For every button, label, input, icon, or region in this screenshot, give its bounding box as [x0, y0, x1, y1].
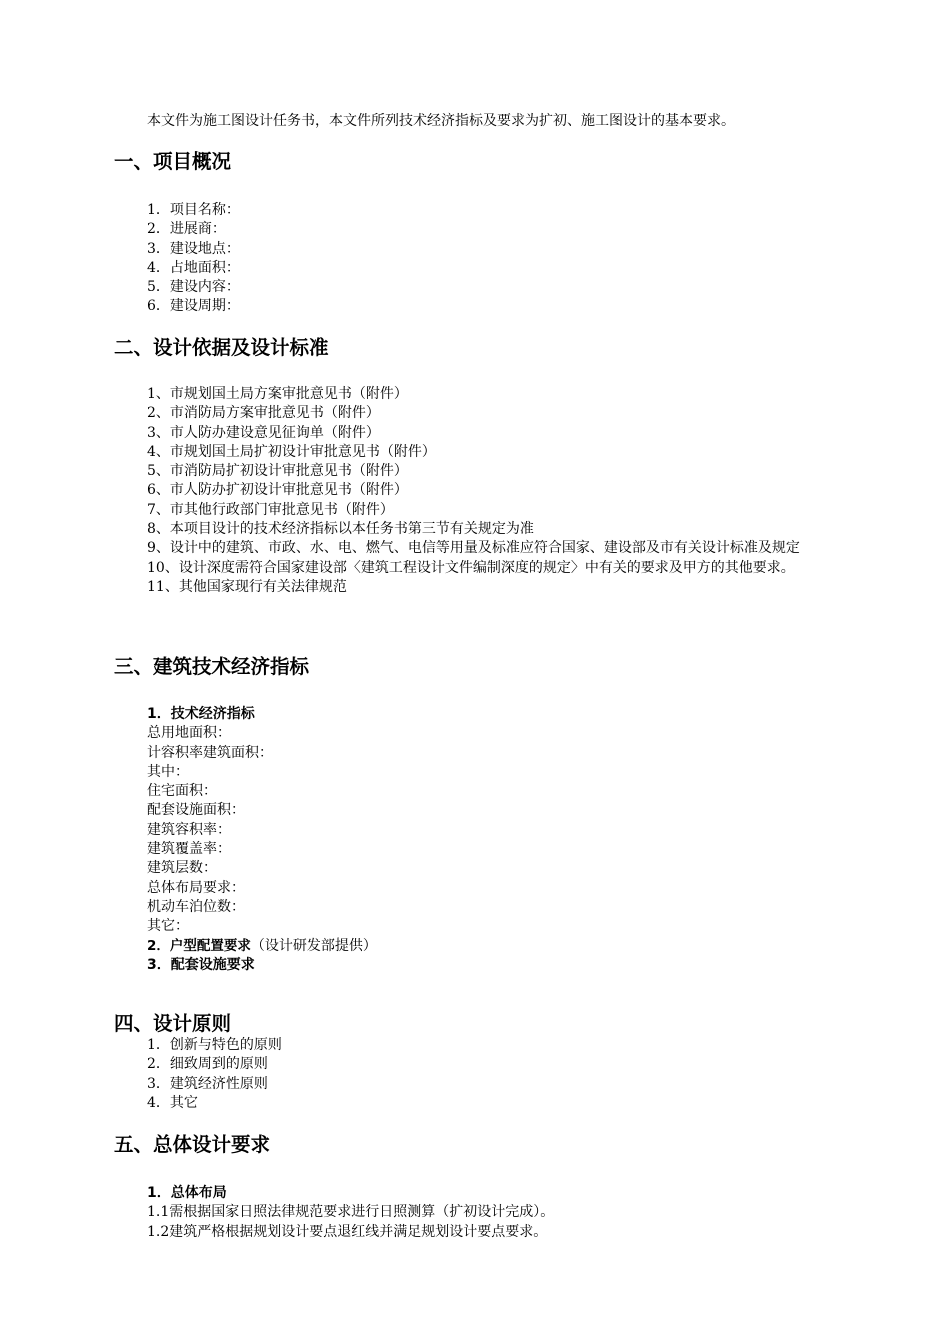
field-label: 总体布局要求： [147, 879, 245, 896]
list-item: 4、市规划国土局扩初设计审批意见书（附件） [147, 443, 436, 460]
list-item: 4．占地面积： [147, 259, 240, 276]
field-label: 其中： [147, 763, 189, 780]
list-item: 8、本项目设计的技术经济指标以本任务书第三节有关规定为准 [147, 521, 534, 538]
section-3-title: 三、建筑技术经济指标 [114, 655, 310, 678]
subheading-layout: 1．总体布局 [147, 1185, 227, 1201]
field-label: 住宅面积： [147, 783, 217, 800]
list-item: 3、市人防办建设意见征询单（附件） [147, 424, 380, 441]
section-1-title: 一、项目概况 [114, 150, 232, 173]
section-1-list [147, 201, 240, 317]
list-item: 2、市消防局方案审批意见书（附件） [147, 405, 380, 422]
list-item: 1.1需根据国家日照法律规范要求进行日照测算（扩初设计完成）。 [147, 1204, 555, 1221]
subheading-unit-config-label: 2．户型配置要求 [147, 937, 251, 954]
field-label: 其它： [147, 918, 189, 935]
list-item: 9、设计中的建筑、市政、水、电、燃气、电信等用量及标准应符合国家、建设部及市有关设计标准及规定 [147, 540, 800, 557]
section-5-title: 五、总体设计要求 [114, 1133, 271, 1156]
section-5-list [147, 1184, 554, 1242]
list-item: 1、市规划国土局方案审批意见书（附件） [147, 386, 408, 402]
list-item: 2．细致周到的原则 [147, 1056, 268, 1073]
section-2-title: 二、设计依据及设计标准 [114, 336, 329, 359]
list-item: 6．建设周期： [147, 298, 240, 315]
list-item: 3．建设地点： [147, 240, 240, 257]
field-label: 总用地面积： [147, 725, 231, 742]
list-item: 7、市其他行政部门审批意见书（附件） [147, 501, 394, 518]
subheading-unit-config-note: （设计研发部提供） [250, 937, 377, 954]
field-label: 建筑层数： [147, 860, 217, 877]
list-item: 1．项目名称： [147, 202, 240, 218]
subheading-facilities: 3．配套设施要求 [147, 956, 255, 973]
section-4-title: 四、设计原则 [114, 1012, 232, 1035]
subheading-unit-config [147, 937, 377, 956]
list-item: 5、市消防局扩初设计审批意见书（附件） [147, 463, 408, 480]
section-4-list [147, 1036, 282, 1113]
list-item: 3．建筑经济性原则 [147, 1075, 268, 1092]
field-label: 建筑覆盖率： [147, 841, 231, 858]
intro-paragraph: 本文件为施工图设计任务书，本文件所列技术经济指标及要求为扩初、施工图设计的基本要求。 [147, 113, 735, 129]
section-3-list [147, 705, 377, 975]
list-item: 2．进展商： [147, 221, 226, 238]
field-label: 机动车泊位数： [147, 898, 245, 915]
section-2-list [114, 385, 864, 597]
list-item: 4．其它 [147, 1094, 198, 1111]
list-item: 1.2建筑严格根据规划设计要点退红线并满足规划设计要点要求。 [147, 1223, 548, 1240]
list-item: 1．创新与特色的原则 [147, 1037, 282, 1053]
list-item: 10、设计深度需符合国家建设部〈建筑工程设计文件编制深度的规定〉中有关的要求及甲方的其他要求。 [147, 559, 795, 576]
field-label: 配套设施面积： [147, 802, 245, 819]
list-item: 5．建设内容： [147, 279, 240, 296]
subheading-tech-indicators: 1．技术经济指标 [147, 706, 255, 722]
field-label: 计容积率建筑面积： [147, 744, 273, 761]
list-item: 11、其他国家现行有关法律规范 [147, 578, 347, 595]
list-item: 6、市人防办扩初设计审批意见书（附件） [147, 482, 408, 499]
field-label: 建筑容积率： [147, 821, 231, 838]
